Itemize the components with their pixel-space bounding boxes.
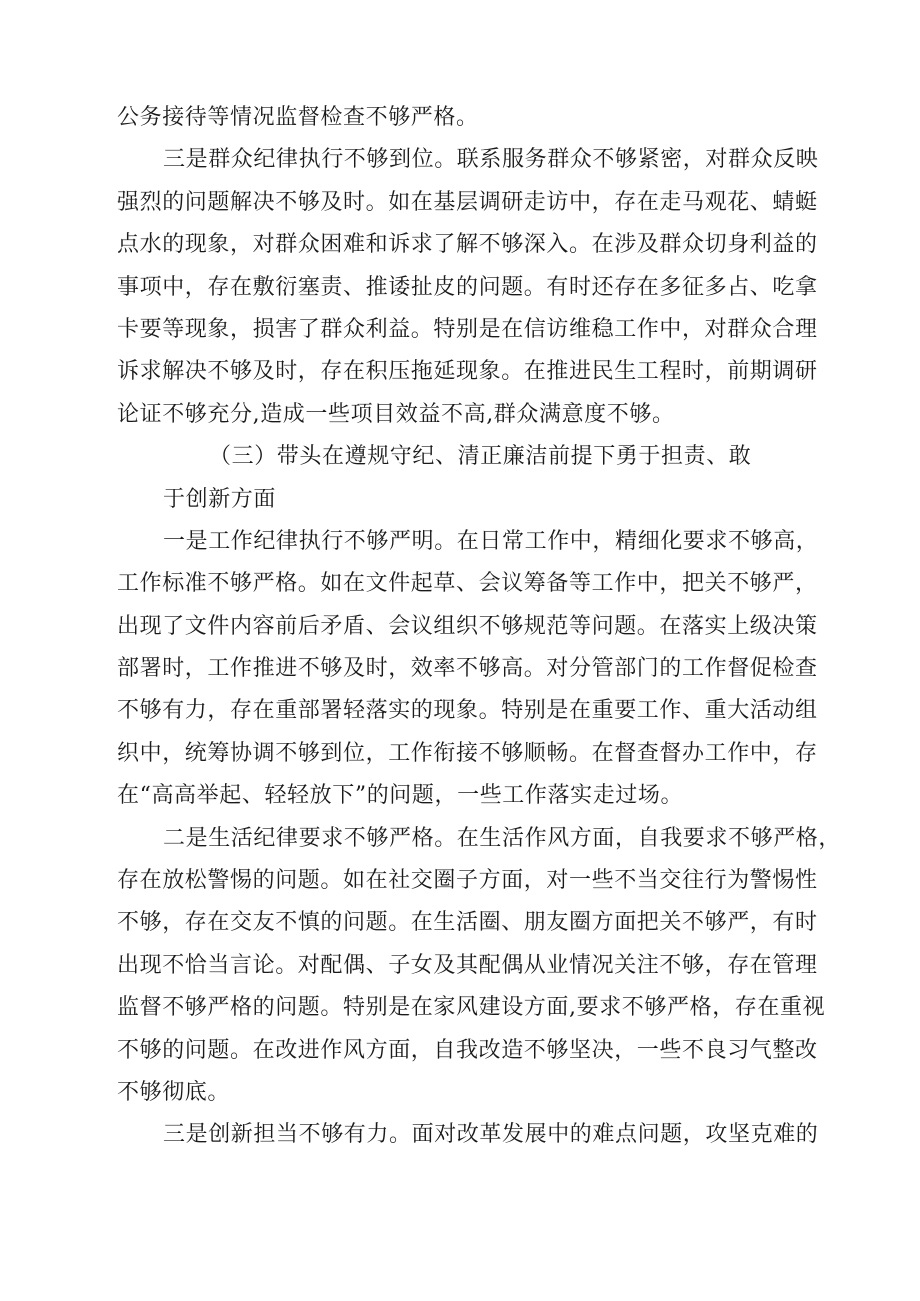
paragraph-first-line: 一是工作纪律执行不够严明。在日常工作中，精细化要求不够高， bbox=[163, 528, 819, 554]
text-line: 点水的现象，对群众困难和诉求了解不够深入。在涉及群众切身利益的 bbox=[117, 232, 818, 258]
paragraph-first-line: 二是生活纪律要求不够严格。在生活作风方面，自我要求不够严格， bbox=[163, 825, 842, 851]
section-heading-continued: 于创新方面 bbox=[163, 486, 277, 512]
paragraph-first-line: 三是群众纪律执行不够到位。联系服务群众不够紧密，对群众反映 bbox=[163, 147, 819, 173]
text-line: 不够有力，存在重部署轻落实的现象。特别是在重要工作、重大活动组 bbox=[117, 698, 818, 724]
text-line: 监督不够严格的问题。特别是在家风建设方面,要求不够严格，存在重视 bbox=[117, 995, 826, 1021]
document-body bbox=[117, 97, 842, 1157]
text-line: 强烈的问题解决不够及时。如在基层调研走访中，存在走马观花、蜻蜓 bbox=[117, 189, 818, 215]
text-line: 织中，统筹协调不够到位，工作衔接不够顺畅。在督查督办工作中，存 bbox=[117, 740, 818, 766]
text-line: 不够，存在交友不慎的问题。在生活圈、朋友圈方面把关不够严，有时 bbox=[117, 910, 818, 936]
paragraph-first-line: 三是创新担当不够有力。面对改革发展中的难点问题，攻坚克难的 bbox=[163, 1122, 819, 1148]
text-line: 工作标准不够严格。如在文件起草、会议筹备等工作中，把关不够严， bbox=[117, 571, 818, 597]
text-line: 公务接待等情况监督检查不够严格。 bbox=[117, 105, 479, 130]
section-heading: （三）带头在遵规守纪、清正廉洁前提下勇于担责、敢 bbox=[209, 444, 752, 470]
text-line: 出现不恰当言论。对配偶、子女及其配偶从业情况关注不够，存在管理 bbox=[117, 952, 818, 978]
text-line: 在“高高举起、轻轻放下”的问题，一些工作落实走过场。 bbox=[117, 783, 684, 809]
text-line: 卡要等现象，损害了群众利益。特别是在信访维稳工作中，对群众合理 bbox=[117, 316, 818, 342]
text-line: 存在放松警惕的问题。如在社交圈子方面，对一些不当交往行为警惕性 bbox=[117, 868, 818, 894]
text-line: 部署时，工作推进不够及时，效率不够高。对分管部门的工作督促检查 bbox=[117, 656, 818, 682]
text-line: 论证不够充分,造成一些项目效益不高,群众满意度不够。 bbox=[117, 401, 675, 427]
text-line: 不够彻底。 bbox=[117, 1079, 231, 1105]
text-line: 出现了文件内容前后矛盾、会议组织不够规范等问题。在落实上级决策 bbox=[117, 613, 818, 639]
text-line: 诉求解决不够及时，存在积压拖延现象。在推进民生工程时，前期调研 bbox=[117, 359, 818, 385]
text-line: 事项中，存在敷衍塞责、推诿扯皮的问题。有时还存在多征多占、吃拿 bbox=[117, 274, 818, 300]
text-line: 不够的问题。在改进作风方面，自我改造不够坚决，一些不良习气整改 bbox=[117, 1037, 818, 1063]
